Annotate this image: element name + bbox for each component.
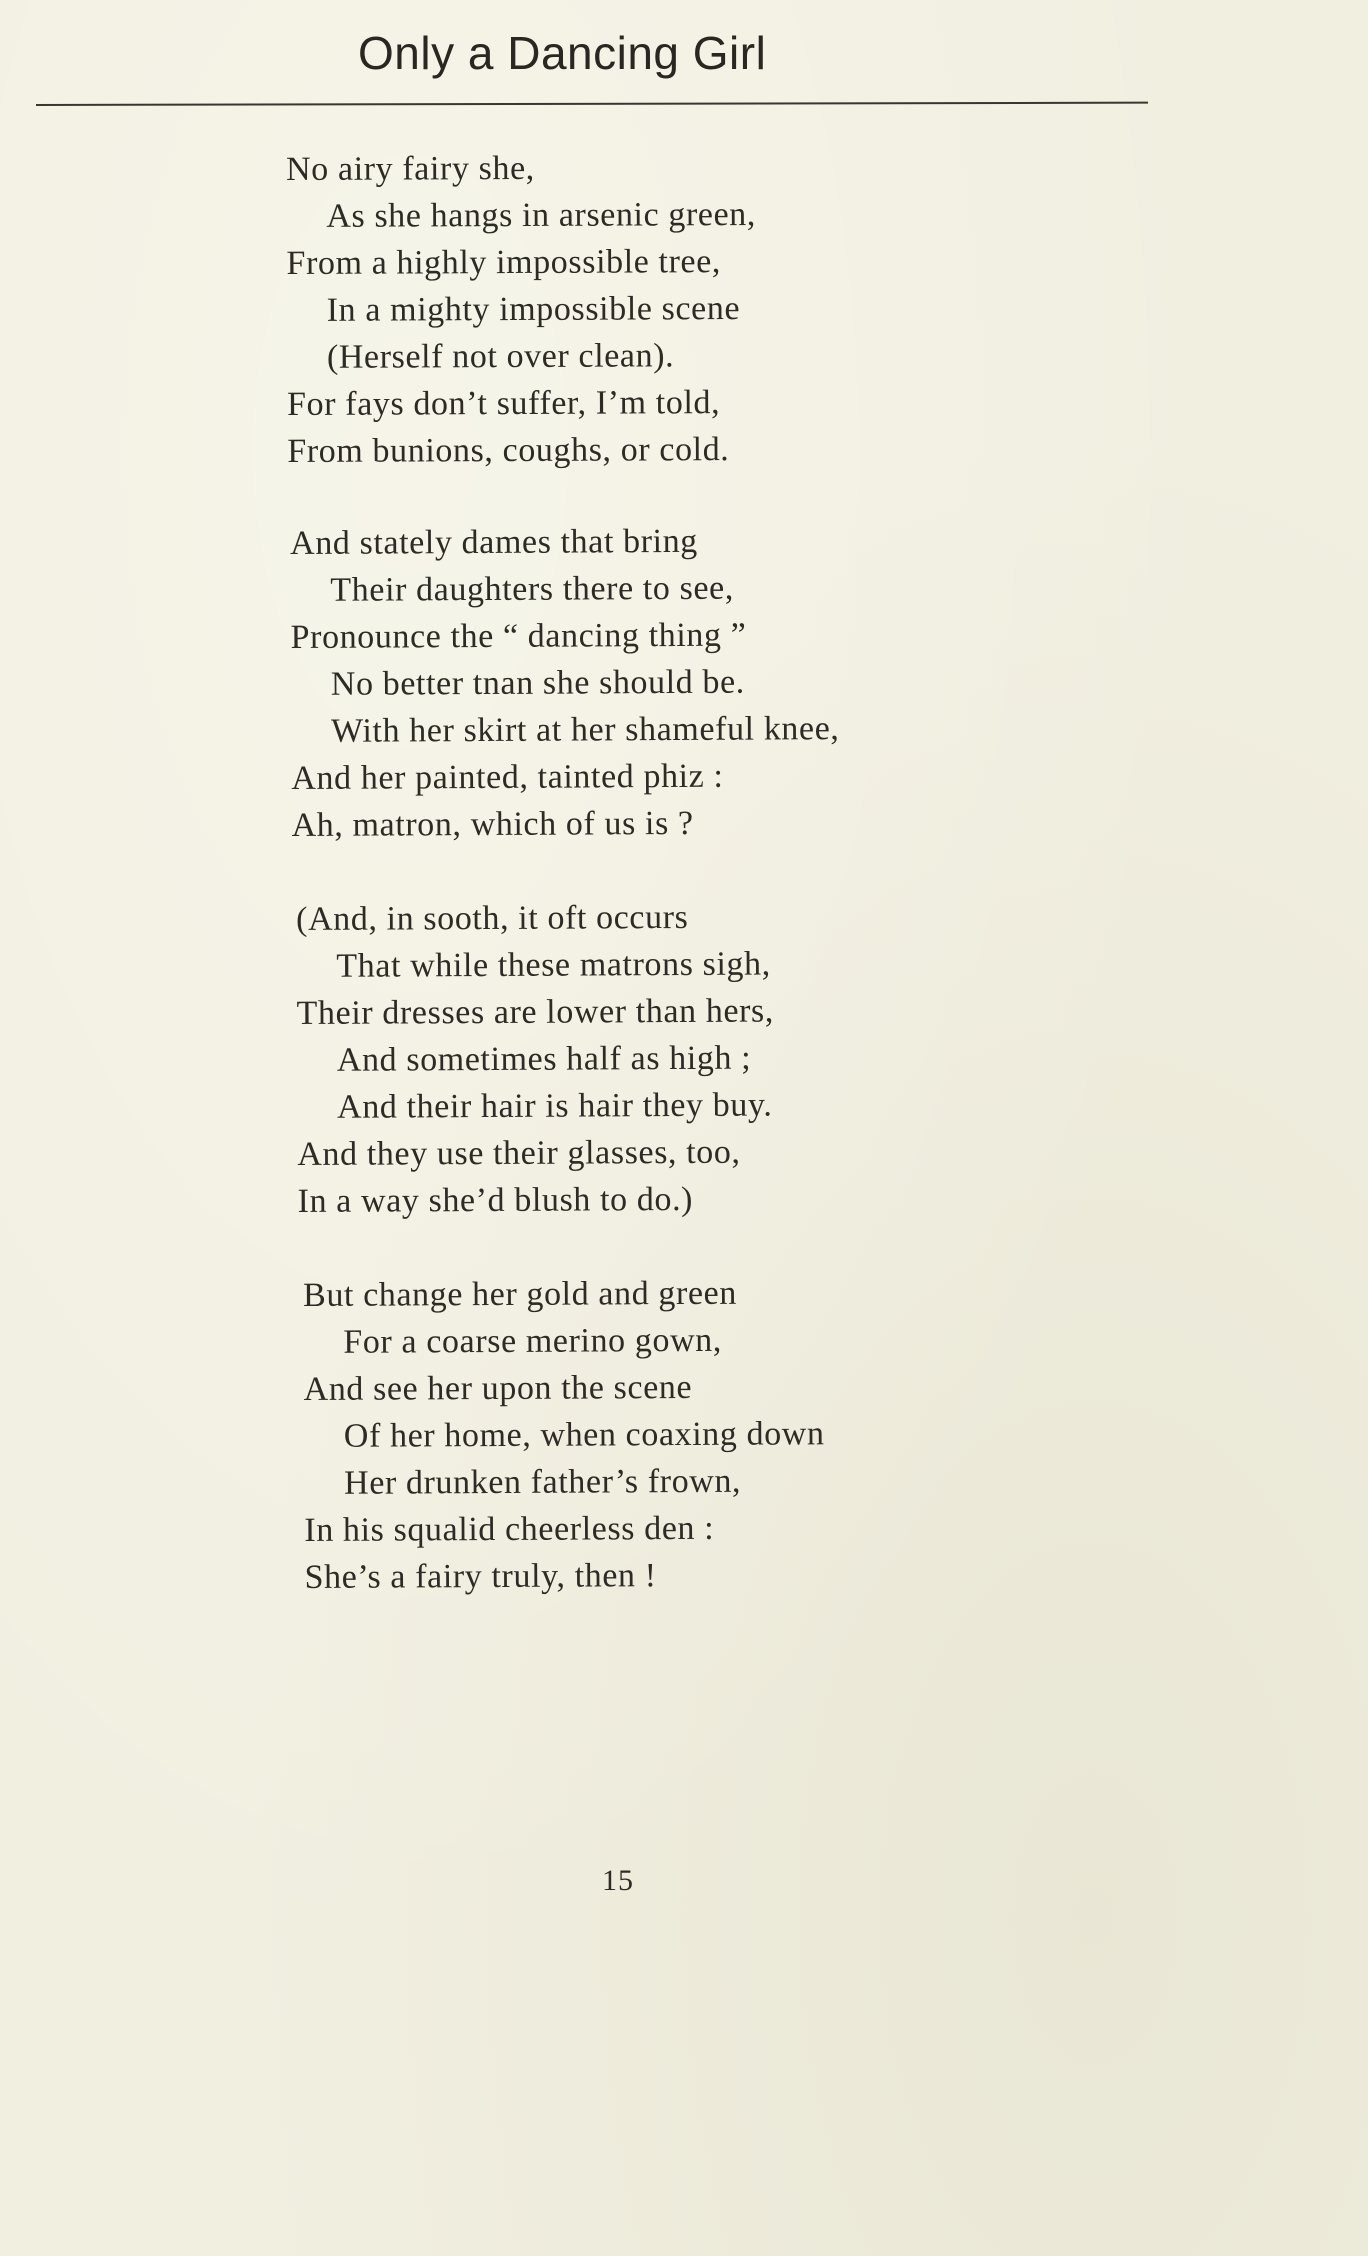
poem-line: She’s a fairy truly, then ! xyxy=(304,1557,657,1596)
poem-line: No better tnan she should be. xyxy=(330,663,745,703)
stanza-4 xyxy=(303,1269,825,1601)
stanza-3 xyxy=(296,894,775,1225)
poem-line: Their daughters there to see, xyxy=(330,569,734,609)
page-number: 15 xyxy=(602,1864,634,1897)
poem-line: (Herself not over clean). xyxy=(326,337,675,376)
poem-line: No airy fairy she, xyxy=(286,149,535,188)
poem-line: For fays don’t suffer, I’m told, xyxy=(287,384,721,423)
stanza-1 xyxy=(286,144,757,475)
poem-line: Her drunken father’s frown, xyxy=(344,1462,742,1502)
poem-line: In a mighty impossible scene xyxy=(326,290,741,329)
poem-line: (And, in sooth, it oft occurs xyxy=(296,898,689,938)
poem-line: From a highly impossible tree, xyxy=(286,243,722,282)
poem-line: And sometimes half as high ; xyxy=(336,1039,752,1079)
poem-line: Their dresses are lower than hers, xyxy=(296,992,775,1032)
stanza-2 xyxy=(290,517,840,849)
poem-line: And they use their glasses, too, xyxy=(297,1133,741,1173)
poem-line: Ah, matron, which of us is ? xyxy=(291,804,694,844)
poem-line: But change her gold and green xyxy=(303,1274,737,1314)
poem-line: With her skirt at her shameful knee, xyxy=(331,710,840,750)
poem-line: In a way she’d blush to do.) xyxy=(297,1180,694,1220)
poem-line: And her painted, tainted phiz : xyxy=(291,757,724,797)
poem-line: As she hangs in arsenic green, xyxy=(326,195,757,235)
poem-line: Pronounce the “ dancing thing ” xyxy=(290,616,747,656)
poem-line: And stately dames that bring xyxy=(290,522,698,562)
poem-line: From bunions, coughs, or cold. xyxy=(287,431,730,470)
poem-line: And see her upon the scene xyxy=(303,1368,693,1408)
poem-line: Of her home, when coaxing down xyxy=(343,1415,825,1455)
poem-line: For a coarse merino gown, xyxy=(343,1321,722,1361)
poem-line: And their hair is hair they buy. xyxy=(337,1086,773,1126)
poem-line: In his squalid cheerless den : xyxy=(304,1509,715,1549)
poem-line: That while these matrons sigh, xyxy=(336,945,771,985)
running-title: Only a Dancing Girl xyxy=(358,27,767,79)
